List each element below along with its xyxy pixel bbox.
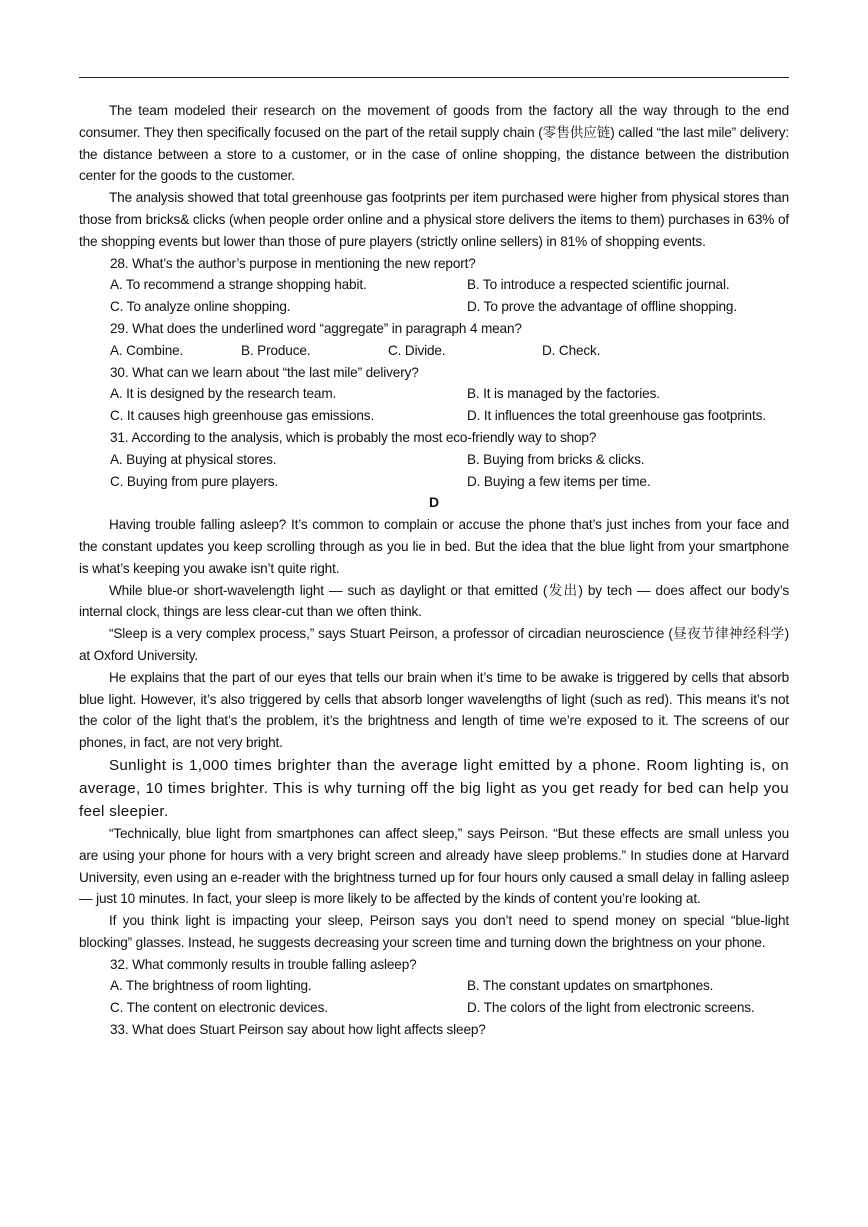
question-stem: 32. What commonly results in trouble falling asleep?	[110, 956, 417, 972]
passage-c-paragraph: The analysis showed that total greenhouse gas footprints per item purchased were higher from physical stores than those from bricks& clicks (when people order online and a physical store delivers the items to them) purchases in 63% of the shopping events but lower than those of pure players (strictly online sellers) in 81% of shopping events.	[79, 190, 789, 249]
answer-option: A. To recommend a strange shopping habit.	[110, 277, 367, 293]
passage-d-paragraph: Having trouble falling asleep? It’s common to complain or accuse the phone that’s just inches from your face and the constant updates you keep scrolling through as you lie in bed. But the idea that the blue light from your smartphone is what’s keeping you awake isn’t quite right.	[79, 517, 789, 576]
question-stem: 31. According to the analysis, which is probably the most eco-friendly way to shop?	[110, 429, 597, 445]
passage-d-paragraph: While blue-or short-wavelength light — such as daylight or that emitted (发出) by tech — does affect our body’s internal clock, things are less clear-cut than we often think.	[79, 582, 789, 620]
answer-option: D. Buying a few items per time.	[467, 473, 651, 489]
answer-option: D. To prove the advantage of offline shopping.	[467, 299, 737, 315]
section-letter: D	[429, 494, 439, 511]
answer-option: B. The constant updates on smartphones.	[467, 978, 714, 994]
option-row	[79, 471, 789, 493]
header-rule	[79, 77, 789, 78]
option-row	[79, 997, 789, 1019]
passage-d-paragraph: If you think light is impacting your sleep, Peirson says you don’t need to spend money on special “blue-light blocking” glasses. Instead, he suggests decreasing your screen time and turning down the brightness on your phone.	[79, 913, 789, 950]
page-content	[79, 100, 789, 1041]
question-stem: 29. What does the underlined word “aggregate” in paragraph 4 mean?	[110, 320, 522, 336]
answer-option: B. Produce.	[241, 342, 311, 358]
option-row	[79, 296, 789, 318]
answer-option: C. To analyze online shopping.	[110, 299, 291, 315]
option-row	[79, 449, 789, 471]
passage-c-paragraph: The team modeled their research on the movement of goods from the factory all the way through to the end consumer. They then specifically focused on the part of the retail supply chain (零售供应链) called “the last mile” delivery: the distance between a store to a customer, or in the case of online shopping, the distance between the distribution center for the goods to the customer.	[79, 103, 789, 184]
answer-option: A. It is designed by the research team.	[110, 386, 337, 402]
question-stem: 28. What’s the author’s purpose in mentioning the new report?	[110, 255, 476, 271]
answer-option: A. The brightness of room lighting.	[110, 978, 312, 994]
option-row	[79, 274, 789, 296]
questions-d	[79, 954, 789, 1041]
option-row	[79, 405, 789, 427]
answer-option: C. The content on electronic devices.	[110, 1000, 328, 1016]
questions-c	[79, 253, 789, 493]
answer-option: C. Divide.	[388, 342, 446, 358]
answer-option: D. It influences the total greenhouse gas footprints.	[467, 408, 766, 424]
answer-option: B. To introduce a respected scientific journal.	[467, 277, 730, 293]
option-row	[79, 975, 789, 997]
answer-option: C. It causes high greenhouse gas emissions.	[110, 408, 375, 424]
answer-option: A. Buying at physical stores.	[110, 451, 277, 467]
option-row	[79, 383, 789, 405]
answer-option: C. Buying from pure players.	[110, 473, 279, 489]
question-stem: 33. What does Stuart Peirson say about how light affects sleep?	[110, 1022, 486, 1038]
question-stem: 30. What can we learn about “the last mile” delivery?	[110, 364, 419, 380]
passage-d-paragraph: “Sleep is a very complex process,” says Stuart Peirson, a professor of circadian neuroscience (昼夜节律神经科学) at Oxford University.	[79, 626, 789, 663]
option-row	[79, 340, 789, 362]
answer-option: D. The colors of the light from electronic screens.	[467, 1000, 755, 1016]
answer-option: B. It is managed by the factories.	[467, 386, 660, 402]
passage-d-paragraph: Sunlight is 1,000 times brighter than the average light emitted by a phone. Room lighting is, on average, 10 times brighter. This is why turning off the big light as you get ready for bed can help you feel sleepier.	[79, 756, 789, 820]
answer-option: B. Buying from bricks & clicks.	[467, 451, 645, 467]
passage-d-paragraph: “Technically, blue light from smartphones can affect sleep,” says Peirson. “But these effects are small unless you are using your phone for hours with a very bright screen and already have sleep problems.” In studies done at Harvard University, even using an e-reader with the brightness turned up for four hours only caused a small delay in falling asleep — just 10 minutes. In fact, your sleep is more likely to be affected by the kinds of content you’re looking at.	[79, 825, 789, 907]
passage-d-paragraph: He explains that the part of our eyes that tells our brain when it’s time to be awake is triggered by cells that absorb blue light. However, it’s also triggered by cells that absorb longer wavelengths of light (such as red). This means it’s not the color of the light that’s the problem, it’s the brightness and length of time we’re exposed to it. The screens of our phones, in fact, are not very bright.	[79, 669, 789, 751]
answer-option: D. Check.	[542, 342, 601, 358]
answer-option: A. Combine.	[110, 342, 184, 358]
